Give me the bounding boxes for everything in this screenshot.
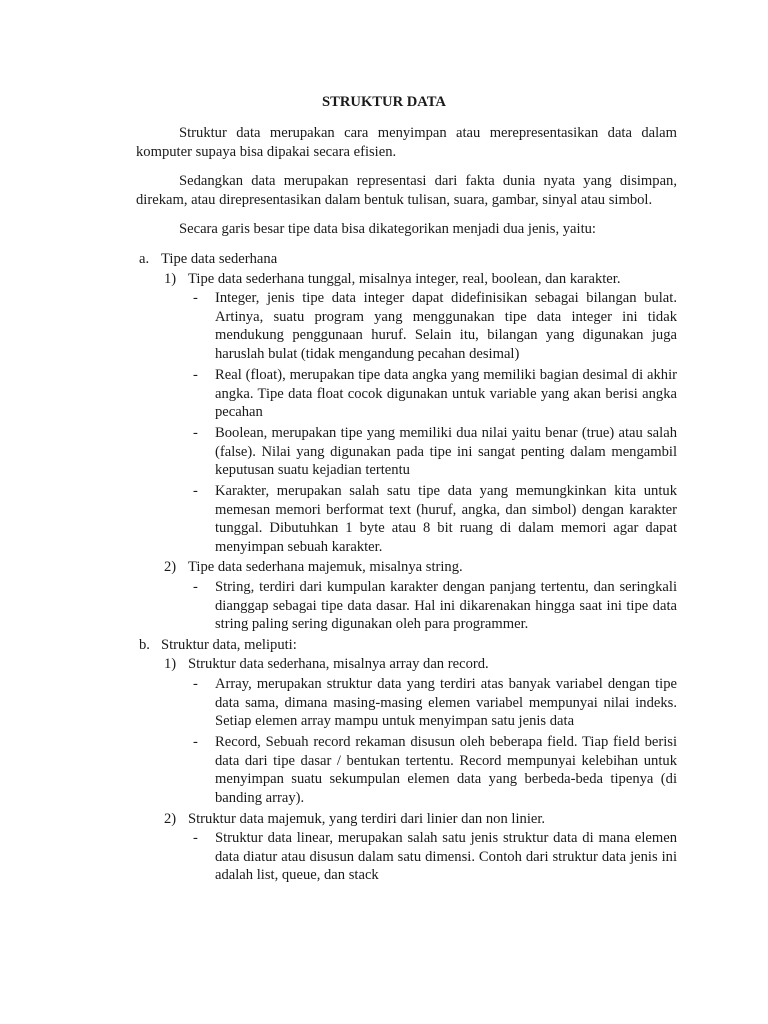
paragraph-categories: Secara garis besar tipe data bisa dikategorikan menjadi dua jenis, yaitu: bbox=[179, 221, 596, 237]
bullet-marker: - bbox=[193, 830, 198, 846]
list-label-b: Struktur data, meliputi: bbox=[161, 637, 297, 653]
bullet-marker: - bbox=[193, 290, 198, 306]
bullet-marker: - bbox=[193, 483, 198, 499]
bullet-marker: - bbox=[193, 734, 198, 750]
list-label-b2: Struktur data majemuk, yang terdiri dari linier dan non linier. bbox=[188, 811, 546, 827]
bullet-marker: - bbox=[193, 425, 198, 441]
bullet-text-string: String, terdiri dari kumpulan karakter dengan panjang tertentu, dan seringkali dianggap sebagai tipe data dasar. Hal ini dikarenakan hingga saat ini tipe data string paling sering digunakan oleh para programmer. bbox=[215, 579, 677, 632]
bullet-text-karakter: Karakter, merupakan salah satu tipe data yang memungkinkan kita untuk memesan memori berformat text (huruf, angka, dan simbol) dengan karakter tunggal. Dibutuhkan 1 byte atau 8 bit ruang di dalam memori agar dapat menyimpan sebuah karakter. bbox=[215, 483, 677, 555]
bullet-text-array: Array, merupakan struktur data yang terdiri atas banyak variabel dengan tipe data sama, dimana masing-masing elemen variabel mempunyai nilai indeks. Setiap elemen array mampu untuk menyimpan satu jenis data bbox=[215, 676, 677, 729]
bullet-marker: - bbox=[193, 676, 198, 692]
paragraph-definition: Struktur data merupakan cara menyimpan atau merepresentasikan data dalam komputer supaya bisa dipakai secara efisien. bbox=[136, 125, 677, 160]
bullet-text-record: Record, Sebuah record rekaman disusun oleh beberapa field. Tiap field berisi data dari tipe dasar / bentukan tertentu. Record mempunyai kelebihan untuk menyimpan suatu sekumpulan elemen data yang berbeda-beda tipenya (di banding array). bbox=[215, 734, 677, 806]
list-marker-b2: 2) bbox=[164, 811, 177, 827]
list-label-a2: Tipe data sederhana majemuk, misalnya string. bbox=[188, 559, 463, 575]
list-marker-a1: 1) bbox=[164, 271, 177, 287]
bullet-text-integer: Integer, jenis tipe data integer dapat didefinisikan sebagai bilangan bulat. Artinya, suatu program yang menggunakan tipe data integer ini tidak mendukung penggunaan huruf. Selain itu, bilangan yang digunakan juga haruslah bulat (tidak mengandung pecahan desimal) bbox=[215, 290, 677, 362]
bullet-text-boolean: Boolean, merupakan tipe yang memiliki dua nilai yaitu benar (true) atau salah (false). Nilai yang digunakan pada tipe ini sangat penting dalam mengambil keputusan suatu kejadian tertentu bbox=[215, 425, 677, 478]
list-marker-a: a. bbox=[139, 251, 150, 267]
list-marker-b: b. bbox=[139, 637, 150, 653]
bullet-marker: - bbox=[193, 579, 198, 595]
bullet-text-linear: Struktur data linear, merupakan salah satu jenis struktur data di mana elemen data diatur atau disusun dalam satu dimensi. Contoh dari struktur data jenis ini adalah list, queue, dan stack bbox=[215, 830, 677, 883]
document-title: STRUKTUR DATA bbox=[322, 94, 446, 110]
list-marker-b1: 1) bbox=[164, 656, 177, 672]
list-label-a: Tipe data sederhana bbox=[161, 251, 278, 267]
bullet-marker: - bbox=[193, 367, 198, 383]
list-label-b1: Struktur data sederhana, misalnya array dan record. bbox=[188, 656, 489, 672]
list-marker-a2: 2) bbox=[164, 559, 177, 575]
list-label-a1: Tipe data sederhana tunggal, misalnya integer, real, boolean, dan karakter. bbox=[188, 271, 621, 287]
paragraph-data-meaning: Sedangkan data merupakan representasi dari fakta dunia nyata yang disimpan, direkam, atau direpresentasikan dalam bentuk tulisan, suara, gambar, sinyal atau simbol. bbox=[136, 173, 677, 208]
bullet-text-real: Real (float), merupakan tipe data angka yang memiliki bagian desimal di akhir angka. Tipe data float cocok digunakan untuk variable yang akan berisi angka pecahan bbox=[215, 367, 677, 420]
